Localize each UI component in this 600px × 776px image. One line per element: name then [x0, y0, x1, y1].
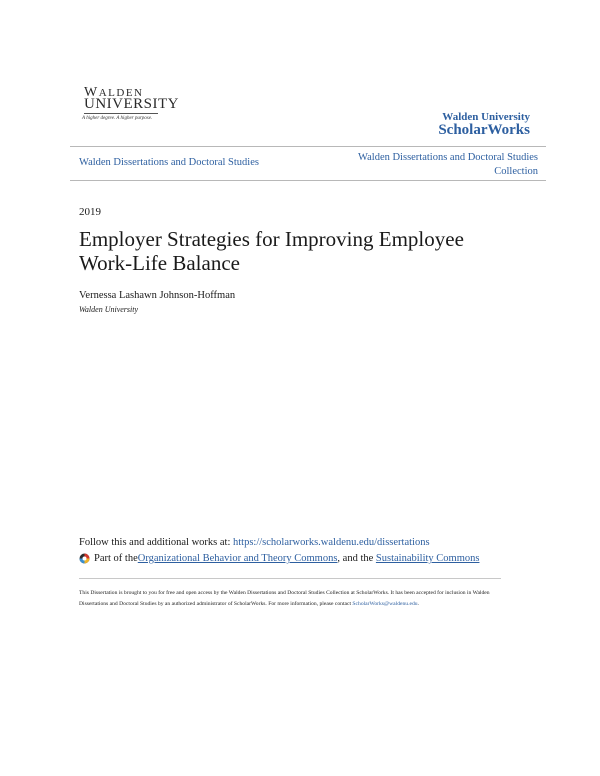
sustainability-commons-link[interactable]: Sustainability Commons: [375, 553, 480, 564]
author-name: Vernessa Lashawn Johnson-Hoffman: [79, 290, 236, 301]
network-icon: [79, 553, 90, 564]
notice-text: This Dissertation is brought to you for free and open access by the Walden Dissertations and Doctoral Studies Collection at ScholarWorks. It has been accepted for inclusion in Walden Dissertations and Doctoral Studies by an authorized administrator of ScholarWorks. For more information, please contact: [79, 590, 490, 607]
part-of-line: [79, 553, 479, 564]
follow-label: Follow this and additional works at:: [79, 537, 233, 548]
document-title-line1: Employer Strategies for Improving Employee: [79, 227, 464, 251]
notice-end: .: [417, 601, 419, 607]
document-title-line2: Work-Life Balance: [79, 251, 240, 275]
scholarworks-university[interactable]: Walden University: [442, 111, 530, 123]
logo-divider: [84, 113, 158, 114]
notice-divider: [79, 578, 501, 579]
follow-line: [79, 537, 430, 548]
logo-tagline: A higher degree. A higher purpose.: [82, 116, 153, 121]
author-affiliation: Walden University: [79, 305, 139, 314]
part-of-mid: , and the: [337, 553, 376, 564]
header-divider-top: [70, 146, 546, 147]
publication-year: 2019: [79, 206, 101, 218]
collection-link-right-line1[interactable]: Walden Dissertations and Doctoral Studies: [358, 152, 538, 163]
logo-walden-rest: ALDEN: [98, 87, 144, 99]
logo-walden-initial: W: [84, 85, 99, 100]
collection-link-right-line2[interactable]: Collection: [494, 166, 538, 177]
header-divider-bottom: [70, 180, 546, 181]
scholarworks-title[interactable]: ScholarWorks: [438, 122, 530, 138]
logo-university: UNIVERSITY: [84, 96, 179, 112]
part-of-prefix: Part of the: [94, 553, 138, 564]
dissertations-url-link[interactable]: https://scholarworks.waldenu.edu/dissertations: [233, 537, 430, 548]
collection-link-left[interactable]: Walden Dissertations and Doctoral Studies: [79, 157, 259, 168]
org-behavior-commons-link[interactable]: Organizational Behavior and Theory Commons: [137, 553, 338, 564]
contact-email-link[interactable]: ScholarWorks@waldenu.edu: [352, 601, 418, 607]
access-notice: [79, 588, 519, 610]
